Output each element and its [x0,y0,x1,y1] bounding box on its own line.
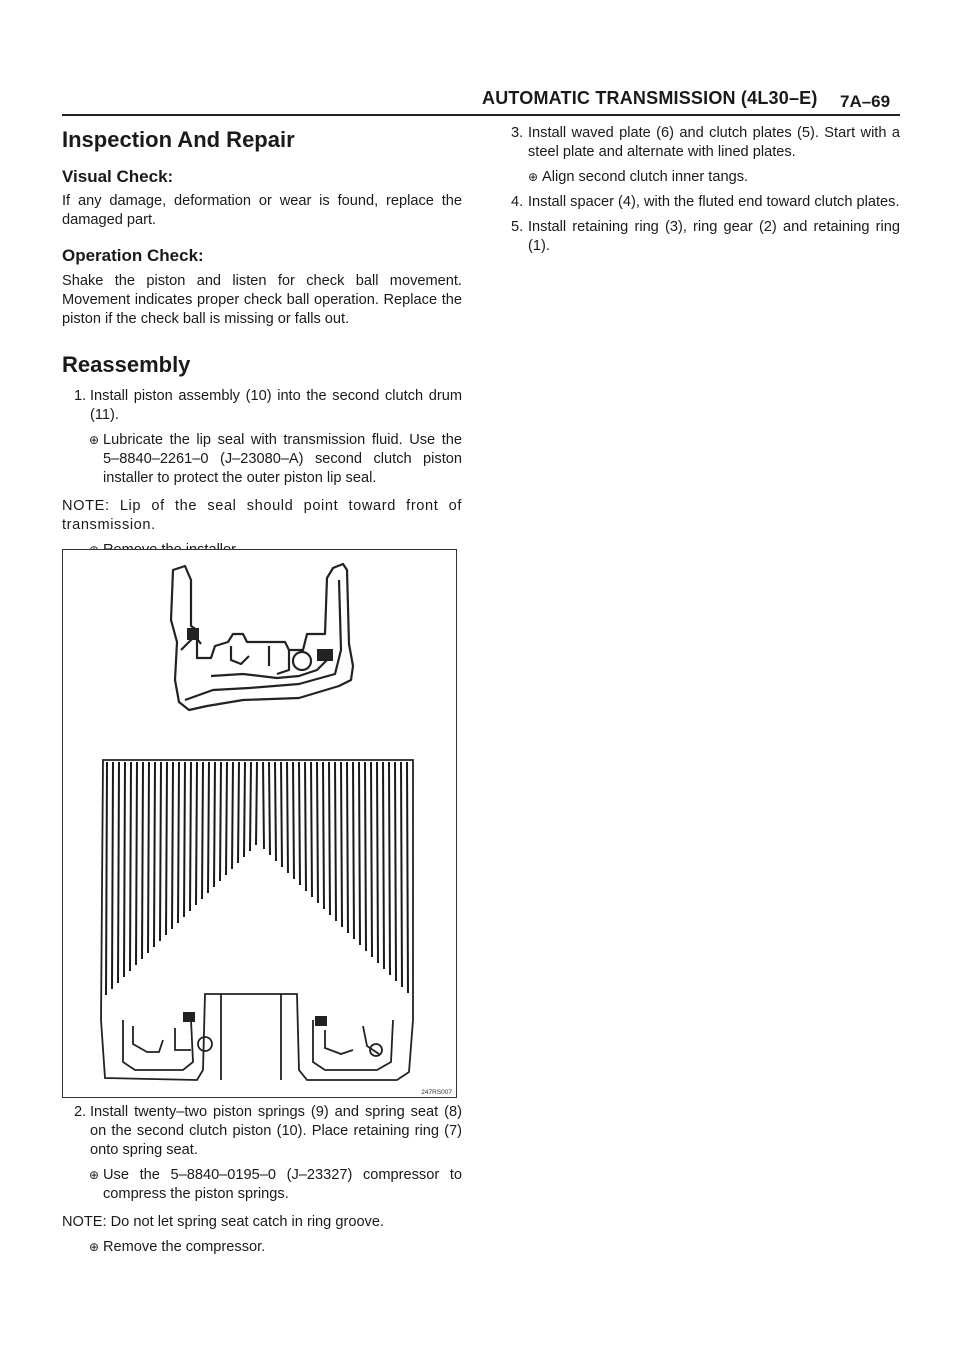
clutch-flute-line [365,762,366,951]
clutch-flute-line [341,762,342,927]
clutch-flute-line [202,762,203,899]
header-rule [62,114,900,116]
clutch-flute-line [106,762,107,995]
clutch-flute-line [124,762,125,977]
step-3 [511,124,900,162]
clutch-flute-line [160,762,161,941]
note-1: NOTE: Lip of the seal should point toward front of transmission. [62,498,462,533]
clutch-flute-line [214,762,215,887]
step-2-bullet-2 [62,1238,462,1257]
clutch-flute-line [275,762,276,861]
clutch-flute-line [196,762,197,905]
clutch-flute-line [305,762,306,891]
step-4-number: 4. [511,194,524,210]
step-5 [511,218,900,256]
clutch-flute-line [154,762,155,947]
step-2 [62,1103,462,1160]
operation-check-heading: Operation Check: [62,246,204,265]
clutch-flute-line [178,762,179,923]
clutch-flute-line [172,762,173,929]
step-2-text: Install twenty–two piston springs (9) and spring seat (8) on the second clutch piston (10). Place retaining ring (7) onto spring seat. [90,1104,462,1158]
clutch-flute-line [347,762,348,933]
clutch-flute-line [130,762,131,971]
step-1-text: Install piston assembly (10) into the second clutch drum (11). [90,388,462,423]
clutch-diagram-illustration [63,550,458,1099]
operation-check-text: Shake the piston and listen for check ball movement. Movement indicates proper check ball operation. Replace the piston if the check ball is missing or falls out. [62,273,462,327]
clutch-flute-line [269,762,270,855]
step-1-bullet-text: Lubricate the lip seal with transmission fluid. Use the 5–8840–2261–0 (J–23080–A) second clutch piston installer to protect the outer piston lip seal. [103,432,462,486]
clutch-flute-line [335,762,336,921]
step-4-text: Install spacer (4), with the fluted end toward clutch plates. [528,194,900,210]
step-1 [62,387,462,425]
clutch-flute-line [166,762,167,935]
clutch-flute-line [184,762,185,917]
bullet-icon: ⊕ [528,170,539,184]
clutch-flute-line [136,762,137,965]
clutch-flute-line [118,762,119,983]
clutch-flute-line [371,762,372,957]
step-3-text: Install waved plate (6) and clutch plates (5). Start with a steel plate and alternate with lined plates. [528,125,900,160]
clutch-flute-line [238,762,239,863]
clutch-flute-line [311,762,312,897]
clutch-flute-line [299,762,300,885]
clutch-flute-line [142,762,143,959]
clutch-flute-line [353,762,354,939]
page-header-title: AUTOMATIC TRANSMISSION (4L30–E) [482,88,818,108]
clutch-flute-line [383,762,384,969]
step-5-text: Install retaining ring (3), ring gear (2) and retaining ring (1). [528,219,900,254]
clutch-flute-line [220,762,221,881]
note-2: NOTE: Do not let spring seat catch in ring groove. [62,1214,385,1230]
clutch-piston-figure [62,549,457,1098]
step-2-bullet-2-text: Remove the compressor. [103,1239,266,1255]
clutch-flute-line [281,762,282,867]
figure-code: 247RS007 [421,1089,452,1096]
step-2-bullet [62,1166,462,1204]
clutch-flute-line [401,762,402,987]
clutch-flute-line [323,762,324,909]
step-4 [511,193,900,212]
step-2-bullet-text: Use the 5–8840–0195–0 (J–23327) compressor to compress the piston springs. [103,1167,462,1202]
clutch-flute-line [377,762,378,963]
clutch-flute-line [250,762,251,851]
step-2-number: 2. [74,1104,87,1120]
clutch-flute-line [226,762,227,875]
clutch-flute-line [359,762,360,945]
clutch-flute-line [317,762,318,903]
clutch-flute-line [112,762,113,989]
page-number: 7A–69 [840,92,891,111]
step-3-bullet [511,168,900,187]
step-1-bullet [62,431,462,488]
clutch-flute-line [287,762,288,873]
clutch-flute-line [407,762,408,993]
clutch-flute-line [263,762,264,849]
clutch-flute-line [395,762,396,981]
visual-check-heading: Visual Check: [62,167,174,186]
step-3-bullet-text: Align second clutch inner tangs. [542,169,749,185]
clutch-flute-line [148,762,149,953]
clutch-flute-line [329,762,330,915]
clutch-flute-line [256,762,257,845]
clutch-flute-line [190,762,191,911]
bullet-icon: ⊕ [89,1240,100,1254]
reassembly-heading: Reassembly [62,352,191,377]
step-5-number: 5. [511,219,524,235]
step-3-number: 3. [511,125,524,141]
clutch-flute-line [208,762,209,893]
left-column-lower [62,1103,462,1257]
inspection-heading: Inspection And Repair [62,127,295,152]
clutch-flute-line [232,762,233,869]
clutch-flute-line [293,762,294,879]
left-column [62,124,462,560]
bullet-icon: ⊕ [89,1168,100,1182]
step-1-number: 1. [74,388,87,404]
clutch-flute-line [244,762,245,857]
right-column [511,124,900,256]
clutch-flute-line [389,762,390,975]
visual-check-text: If any damage, deformation or wear is found, replace the damaged part. [62,193,462,228]
bullet-icon: ⊕ [89,433,100,447]
